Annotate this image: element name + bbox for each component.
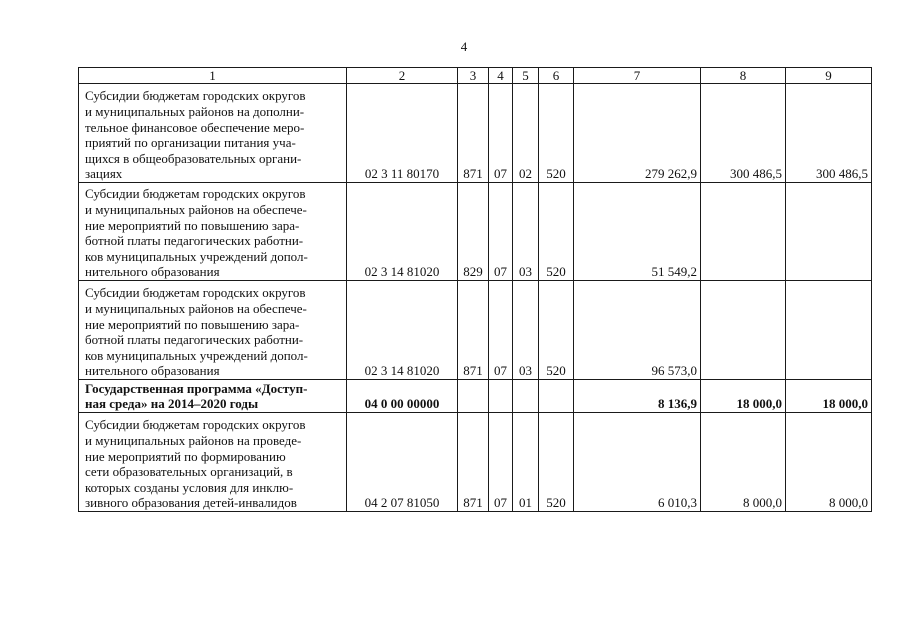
name-line: приятий по организации питания уча-: [85, 135, 296, 151]
row-c8: [701, 281, 786, 380]
row-c3: 871: [458, 413, 489, 512]
col-header: 8: [701, 68, 786, 84]
row-c4: 07: [489, 183, 513, 281]
name-line: ние мероприятий по повышению зара-: [85, 217, 300, 233]
page-number: 4: [460, 39, 468, 54]
row-name: [79, 281, 347, 380]
name-line: и муниципальных районов на обеспече-: [85, 301, 307, 317]
row-c8: 300 486,5: [701, 84, 786, 183]
name-line: ние мероприятий по повышению зара-: [85, 316, 300, 332]
name-line: Субсидии бюджетам городских округов: [85, 186, 306, 202]
name-line: зациях: [85, 166, 123, 182]
col-header: 3: [458, 68, 489, 84]
name-line: которых созданы условия для инклю-: [85, 479, 294, 495]
row-c3: 871: [458, 84, 489, 183]
row-code: 02 3 14 81020: [347, 183, 458, 281]
row-c6: 520: [539, 281, 574, 380]
row-name: [79, 183, 347, 281]
name-line: ная среда» на 2014–2020 годы: [85, 396, 259, 412]
row-code: 04 0 00 00000: [347, 380, 458, 413]
row-c6: 520: [539, 183, 574, 281]
name-line: Субсидии бюджетам городских округов: [85, 285, 306, 301]
row-code: 04 2 07 81050: [347, 413, 458, 512]
col-header: 6: [539, 68, 574, 84]
col-header: 5: [513, 68, 539, 84]
col-header: 7: [574, 68, 701, 84]
name-line: сети образовательных организаций, в: [85, 464, 293, 480]
name-line: ков муниципальных учреждений допол-: [85, 347, 308, 363]
row-name: [79, 413, 347, 512]
row-c4: 07: [489, 84, 513, 183]
row-c9: [786, 183, 872, 281]
row-c9: [786, 281, 872, 380]
row-c3: [458, 380, 489, 413]
row-name: [79, 380, 347, 413]
row-c8: 18 000,0: [701, 380, 786, 413]
row-c5: 03: [513, 183, 539, 281]
name-line: ков муниципальных учреждений допол-: [85, 248, 308, 264]
col-header: 9: [786, 68, 872, 84]
name-line: нительного образования: [85, 264, 220, 280]
row-code: 02 3 14 81020: [347, 281, 458, 380]
row-code: 02 3 11 80170: [347, 84, 458, 183]
row-c6: 520: [539, 84, 574, 183]
name-line: и муниципальных районов на дополни-: [85, 104, 305, 120]
table-row: [79, 413, 872, 512]
row-c9: 8 000,0: [786, 413, 872, 512]
table-header-row: [79, 68, 872, 84]
col-header: 2: [347, 68, 458, 84]
budget-table: [78, 67, 872, 512]
table-row: [79, 281, 872, 380]
name-line: нительного образования: [85, 363, 220, 379]
col-header: 1: [79, 68, 347, 84]
name-line: ботной платы педагогических работни-: [85, 233, 304, 249]
row-c5: [513, 380, 539, 413]
name-line: тельное финансовое обеспечение меро-: [85, 119, 305, 135]
name-line: ботной платы педагогических работни-: [85, 332, 304, 348]
row-c5: 02: [513, 84, 539, 183]
row-c6: 520: [539, 413, 574, 512]
row-c7: 51 549,2: [574, 183, 701, 281]
table-row: [79, 183, 872, 281]
table-row: [79, 84, 872, 183]
name-line: Субсидии бюджетам городских округов: [85, 417, 306, 433]
row-c5: 01: [513, 413, 539, 512]
name-line: и муниципальных районов на обеспече-: [85, 202, 307, 218]
name-line: и муниципальных районов на проведе-: [85, 433, 302, 449]
row-c3: 829: [458, 183, 489, 281]
name-line: ние мероприятий по формированию: [85, 448, 286, 464]
name-line: Субсидии бюджетам городских округов: [85, 88, 306, 104]
col-header: 4: [489, 68, 513, 84]
name-line: Государственная программа «Доступ-: [85, 380, 308, 396]
row-c7: 6 010,3: [574, 413, 701, 512]
row-c9: 18 000,0: [786, 380, 872, 413]
row-c4: 07: [489, 413, 513, 512]
row-c8: 8 000,0: [701, 413, 786, 512]
row-c7: 279 262,9: [574, 84, 701, 183]
row-name: [79, 84, 347, 183]
row-c7: 8 136,9: [574, 380, 701, 413]
row-c4: 07: [489, 281, 513, 380]
row-c6: [539, 380, 574, 413]
row-c4: [489, 380, 513, 413]
name-line: зивного образования детей-инвалидов: [85, 495, 297, 511]
row-c9: 300 486,5: [786, 84, 872, 183]
row-c7: 96 573,0: [574, 281, 701, 380]
name-line: щихся в общеобразовательных органи-: [85, 150, 302, 166]
table-row-program-total: [79, 380, 872, 413]
row-c8: [701, 183, 786, 281]
row-c5: 03: [513, 281, 539, 380]
row-c3: 871: [458, 281, 489, 380]
